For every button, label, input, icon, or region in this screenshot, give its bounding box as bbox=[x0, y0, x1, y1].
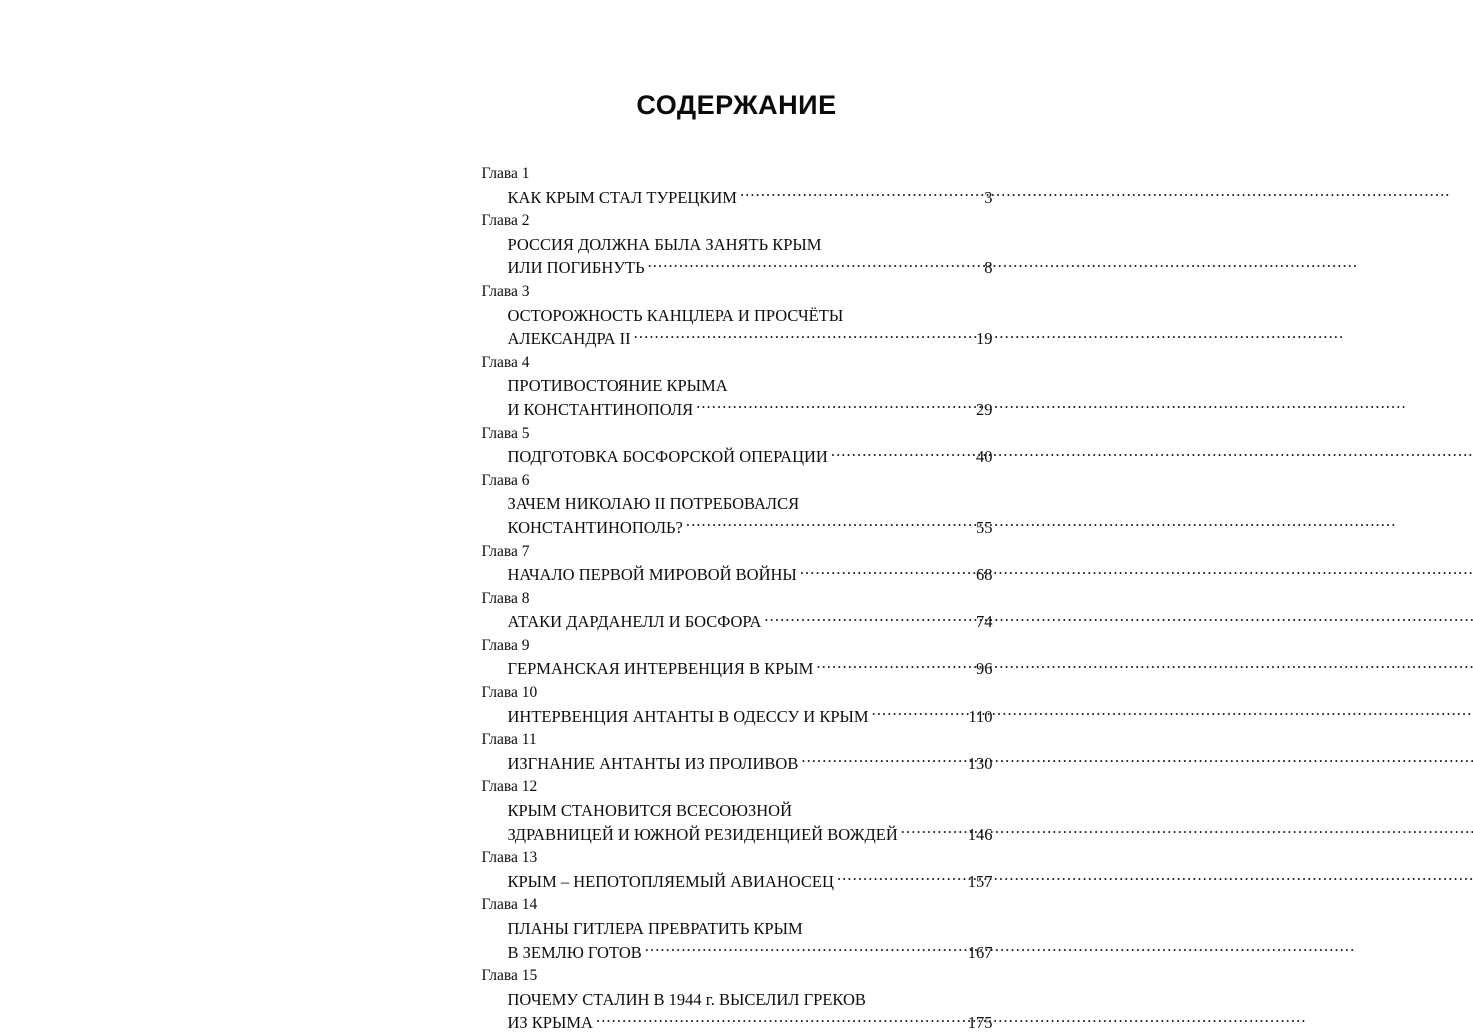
toc-entry[interactable] bbox=[482, 634, 993, 681]
chapter-title bbox=[508, 563, 993, 587]
dot-leader bbox=[801, 752, 966, 769]
chapter-label: Глава 11 bbox=[481, 731, 537, 749]
chapter-title-text: ЗДРАВНИЦЕЙ И ЮЖНОЙ РЕЗИДЕНЦИЕЙ ВОЖДЕЙ bbox=[507, 824, 898, 844]
toc-entry[interactable] bbox=[482, 162, 993, 209]
chapter-title-line: КРЫМ СТАНОВИТСЯ ВСЕСОЮЗНОЙ bbox=[507, 801, 792, 821]
chapter-title bbox=[508, 988, 993, 1035]
chapter-title bbox=[508, 752, 993, 776]
dot-leader bbox=[596, 1012, 967, 1029]
dot-leader bbox=[800, 564, 975, 581]
dot-leader bbox=[686, 516, 975, 533]
chapter-label: Глава 10 bbox=[481, 684, 538, 702]
dot-leader bbox=[740, 186, 983, 203]
toc-entry-list bbox=[482, 162, 993, 1035]
chapter-label: Глава 2 bbox=[481, 212, 530, 230]
chapter-title-text: ИЗГНАНИЕ АНТАНТЫ ИЗ ПРОЛИВОВ bbox=[507, 753, 799, 773]
chapter-label: Глава 13 bbox=[481, 849, 538, 867]
chapter-title-text: АТАКИ ДАРДАНЕЛЛ И БОСФОРА bbox=[507, 612, 762, 632]
toc-entry[interactable] bbox=[482, 422, 993, 469]
page-number: 8 bbox=[984, 258, 993, 278]
chapter-title-line bbox=[508, 705, 993, 729]
chapter-title-line bbox=[508, 563, 993, 587]
chapter-label: Глава 4 bbox=[481, 353, 530, 371]
toc-entry[interactable] bbox=[482, 587, 993, 634]
chapter-title bbox=[508, 705, 993, 729]
toc-entry[interactable] bbox=[482, 728, 993, 775]
chapter-title-text: В ЗЕМЛЮ ГОТОВ bbox=[507, 942, 642, 962]
page-number: 68 bbox=[976, 565, 993, 585]
page-number: 157 bbox=[967, 871, 993, 891]
chapter-title-line bbox=[508, 941, 993, 965]
chapter-label: Глава 9 bbox=[481, 636, 530, 654]
toc-entry[interactable] bbox=[482, 893, 993, 964]
chapter-title-text: ГЕРМАНСКАЯ ИНТЕРВЕНЦИЯ В КРЫМ bbox=[507, 659, 814, 679]
chapter-label: Глава 8 bbox=[481, 589, 530, 607]
chapter-title-line bbox=[508, 870, 993, 894]
chapter-title-line bbox=[508, 398, 993, 422]
dot-leader bbox=[872, 705, 968, 722]
chapter-title bbox=[508, 186, 993, 210]
chapter-title bbox=[508, 374, 993, 421]
page-number: 55 bbox=[976, 517, 993, 537]
chapter-title-line bbox=[508, 186, 993, 210]
chapter-title-text: ПОДГОТОВКА БОСФОРСКОЙ ОПЕРАЦИИ bbox=[507, 447, 828, 467]
chapter-label: Глава 6 bbox=[481, 471, 530, 489]
chapter-title-line bbox=[508, 752, 993, 776]
chapter-title bbox=[508, 304, 993, 351]
toc-entry[interactable] bbox=[482, 540, 993, 587]
page-number: 167 bbox=[967, 942, 993, 962]
page-number: 110 bbox=[968, 706, 993, 726]
chapter-title bbox=[508, 657, 993, 681]
chapter-title-line bbox=[508, 1011, 993, 1035]
chapter-title-line: ПОЧЕМУ СТАЛИН В 1944 г. ВЫСЕЛИЛ ГРЕКОВ bbox=[507, 989, 866, 1009]
page-number: 130 bbox=[967, 753, 993, 773]
dot-leader bbox=[696, 398, 975, 415]
chapter-title bbox=[508, 492, 993, 539]
chapter-title bbox=[508, 445, 993, 469]
page-number: 74 bbox=[976, 612, 993, 632]
chapter-title-line: ЗАЧЕМ НИКОЛАЮ II ПОТРЕБОВАЛСЯ bbox=[507, 494, 800, 514]
toc-entry[interactable] bbox=[482, 964, 993, 1035]
chapter-label: Глава 7 bbox=[481, 542, 530, 560]
chapter-title-line: ПРОТИВОСТОЯНИЕ КРЫМА bbox=[507, 376, 728, 396]
page-title: СОДЕРЖАНИЕ bbox=[636, 90, 837, 120]
chapter-title bbox=[508, 233, 993, 280]
chapter-title-text: И КОНСТАНТИНОПОЛЯ bbox=[507, 399, 694, 419]
chapter-title-line bbox=[508, 445, 993, 469]
toc-entry[interactable] bbox=[482, 351, 993, 422]
chapter-title-line bbox=[508, 610, 993, 634]
chapter-title-line bbox=[508, 657, 993, 681]
chapter-title-text: ИНТЕРВЕНЦИЯ АНТАНТЫ В ОДЕССУ И КРЫМ bbox=[507, 706, 869, 726]
page-number: 146 bbox=[967, 824, 993, 844]
dot-leader bbox=[901, 823, 967, 840]
dot-leader bbox=[764, 611, 975, 628]
chapter-label: Глава 3 bbox=[481, 282, 530, 300]
page-number: 19 bbox=[976, 329, 993, 349]
dot-leader bbox=[837, 870, 967, 887]
chapter-title-line bbox=[508, 256, 993, 280]
page-number: 175 bbox=[967, 1013, 993, 1033]
chapter-title bbox=[508, 917, 993, 964]
chapter-title-text: ИЗ КРЫМА bbox=[507, 1013, 593, 1033]
toc-entry[interactable] bbox=[482, 681, 993, 728]
chapter-title-text: НАЧАЛО ПЕРВОЙ МИРОВОЙ ВОЙНЫ bbox=[507, 565, 797, 585]
page-number: 3 bbox=[984, 187, 993, 207]
dot-leader bbox=[634, 328, 975, 345]
chapter-title bbox=[508, 870, 993, 894]
chapter-title bbox=[508, 610, 993, 634]
toc-entry[interactable] bbox=[482, 846, 993, 893]
page-number: 29 bbox=[976, 399, 993, 419]
toc-page bbox=[415, 0, 1059, 1033]
chapter-title-line bbox=[508, 823, 993, 847]
chapter-label: Глава 5 bbox=[481, 424, 530, 442]
dot-leader bbox=[645, 941, 967, 958]
chapter-title-line bbox=[508, 327, 993, 351]
chapter-title-line: ОСТОРОЖНОСТЬ КАНЦЛЕРА И ПРОСЧЁТЫ bbox=[507, 305, 844, 325]
dot-leader bbox=[831, 446, 975, 463]
toc-entry[interactable] bbox=[482, 775, 993, 846]
chapter-title-text: ИЛИ ПОГИБНУТЬ bbox=[507, 258, 645, 278]
dot-leader bbox=[648, 257, 984, 274]
toc-entry[interactable] bbox=[482, 280, 993, 351]
chapter-label: Глава 1 bbox=[481, 165, 530, 182]
chapter-label: Глава 14 bbox=[481, 896, 538, 914]
chapter-title-line: РОССИЯ ДОЛЖНА БЫЛА ЗАНЯТЬ КРЫМ bbox=[507, 234, 822, 254]
chapter-title-text: КРЫМ – НЕПОТОПЛЯЕМЫЙ АВИАНОСЕЦ bbox=[507, 871, 834, 891]
chapter-title-line bbox=[508, 516, 993, 540]
chapter-title-text: АЛЕКСАНДРА II bbox=[507, 329, 631, 349]
page-number: 96 bbox=[976, 659, 993, 679]
dot-leader bbox=[816, 658, 975, 675]
chapter-title-line: ПЛАНЫ ГИТЛЕРА ПРЕВРАТИТЬ КРЫМ bbox=[507, 919, 803, 938]
chapter-title bbox=[508, 799, 993, 846]
toc-entry[interactable] bbox=[482, 469, 993, 540]
page-number: 40 bbox=[976, 447, 993, 467]
chapter-label: Глава 12 bbox=[481, 778, 538, 796]
chapter-title-text: КОНСТАНТИНОПОЛЬ? bbox=[507, 517, 683, 537]
toc-entry[interactable] bbox=[482, 209, 993, 280]
chapter-label: Глава 15 bbox=[481, 967, 538, 985]
chapter-title-text: КАК КРЫМ СТАЛ ТУРЕЦКИМ bbox=[507, 187, 737, 207]
